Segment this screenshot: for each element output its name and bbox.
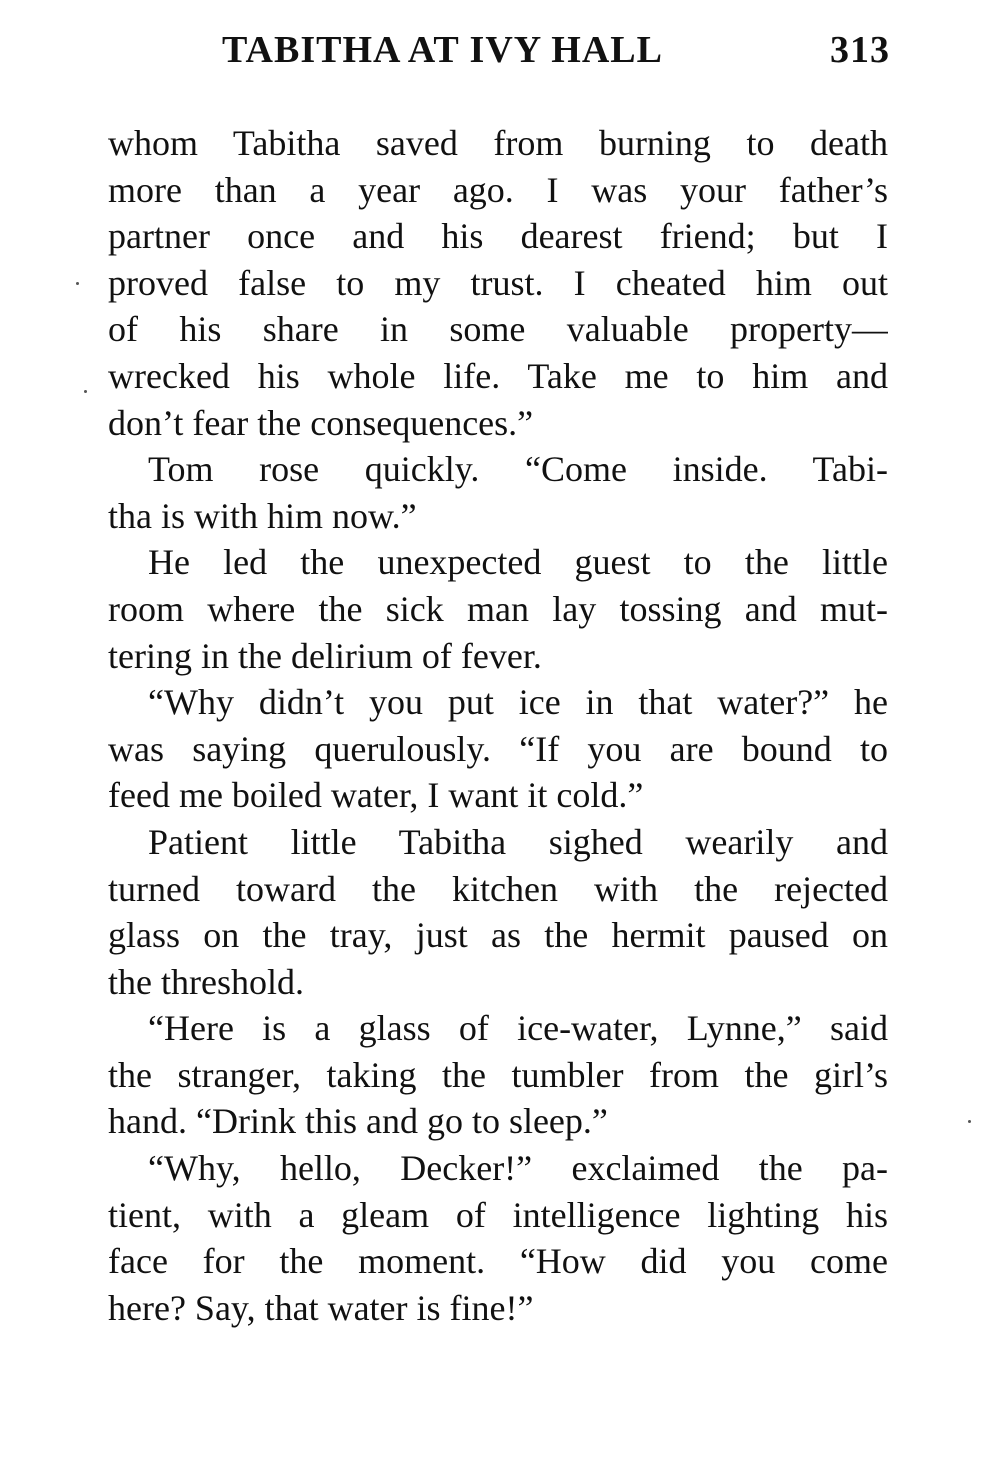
text-line: He led the unexpected guest to the little [148, 542, 888, 583]
body-text [108, 120, 888, 1331]
text-line: face for the moment. “How did you come [108, 1241, 888, 1282]
text-line: Tom rose quickly. “Come inside. Tabi- [148, 449, 888, 490]
text-line: whom Tabitha saved from burning to death [108, 123, 888, 163]
text-line: of his share in some valuable property— [108, 309, 888, 350]
text-line: the threshold. [108, 961, 304, 1002]
page-number: 313 [830, 29, 890, 71]
running-head [222, 28, 890, 78]
text-line: don’t fear the consequences.” [108, 402, 534, 443]
text-line: turned toward the kitchen with the rejected [108, 868, 888, 909]
running-title: TABITHA AT IVY HALL [222, 29, 663, 71]
text-line: hand. “Drink this and go to sleep.” [108, 1101, 608, 1142]
text-line: tering in the delirium of fever. [108, 635, 542, 676]
text-line: here? Say, that water is fine!” [108, 1287, 534, 1328]
print-speck [84, 390, 87, 393]
text-line: feed me boiled water, I want it cold.” [108, 775, 644, 816]
text-line: wrecked his whole life. Take me to him and [108, 355, 888, 396]
text-line: “Why, hello, Decker!” exclaimed the pa- [148, 1148, 888, 1189]
text-line: tha is with him now.” [108, 495, 417, 536]
text-line: partner once and his dearest friend; but I [108, 216, 888, 257]
text-line: room where the sick man lay tossing and mut- [108, 588, 888, 629]
print-speck [968, 1120, 971, 1123]
text-line: “Here is a glass of ice-water, Lynne,” said [148, 1008, 888, 1049]
text-line: more than a year ago. I was your father’s [108, 169, 888, 210]
text-line: proved false to my trust. I cheated him out [108, 262, 888, 303]
text-line: was saying querulously. “If you are bound to [108, 728, 888, 769]
text-line: “Why didn’t you put ice in that water?” he [148, 682, 888, 723]
text-line: the stranger, taking the tumbler from the girl’s [108, 1054, 888, 1095]
text-line: glass on the tray, just as the hermit paused on [108, 915, 888, 956]
print-speck [76, 282, 79, 285]
text-line: tient, with a gleam of intelligence lighting his [108, 1194, 888, 1235]
text-line: Patient little Tabitha sighed wearily and [148, 821, 888, 862]
